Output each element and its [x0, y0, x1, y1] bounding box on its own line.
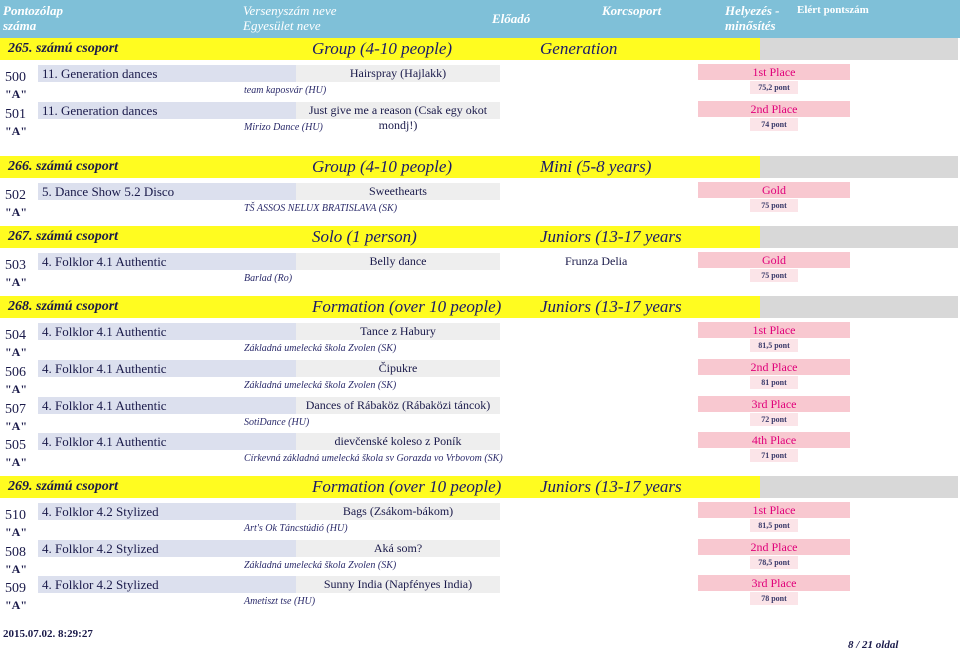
entry-place: 2nd Place — [750, 360, 798, 374]
header-agegroup: Korcsoport — [602, 3, 662, 18]
group-age: Juniors (13-17 years — [540, 297, 682, 316]
entry-points: 75 pont — [761, 201, 787, 210]
entry-place: Gold — [762, 253, 786, 267]
entry-seq-number: 501 — [5, 107, 26, 122]
header-team-line2: Egyesület neve — [243, 18, 321, 33]
entry-title: Bags (Zsákom-bákom) — [342, 504, 454, 518]
group-age: Juniors (13-17 years — [540, 477, 682, 496]
header-place-line2: minősítés — [725, 18, 776, 33]
entry-team: Základná umelecká škola Zvolen (SK) — [244, 380, 397, 391]
entry-title: dievčenské koleso z Poník — [334, 434, 462, 448]
entry-seq-number: 510 — [5, 508, 26, 523]
entry-grade: "A" — [5, 345, 27, 359]
print-timestamp: 2015.07.02. 8:29:27 — [3, 628, 93, 640]
header-place — [725, 3, 780, 33]
entry-category: 4. Folklor 4.1 Authentic — [42, 254, 167, 269]
entry-grade: "A" — [5, 382, 27, 396]
entry-title: Aká som? — [373, 541, 423, 555]
entry-team: Ametiszt tse (HU) — [244, 596, 316, 607]
entry-seq-number: 507 — [5, 402, 26, 417]
entry-grade: "A" — [5, 419, 27, 433]
entry-points: 78 pont — [761, 594, 787, 603]
group-header-gray — [760, 38, 958, 60]
group-type: Formation (over 10 people) — [312, 297, 502, 316]
entry-team: Art's Ok Táncstúdió (HU) — [244, 523, 348, 534]
header-place-line1: Helyezés - — [725, 3, 780, 18]
entry-team: team kaposvár (HU) — [244, 85, 327, 96]
group-age: Juniors (13-17 years — [540, 227, 682, 246]
group-type: Formation (over 10 people) — [312, 477, 502, 496]
entry-place: 4th Place — [751, 433, 797, 447]
entry-points: 75 pont — [761, 271, 787, 280]
entry-grade: "A" — [5, 598, 27, 612]
entry-title-line2: mondj!) — [378, 118, 418, 132]
group-age: Mini (5-8 years) — [540, 157, 652, 176]
entry-category: 4. Folklor 4.1 Authentic — [42, 361, 167, 376]
entry-place: 3rd Place — [751, 397, 797, 411]
entry-title: Dances of Rábaköz (Rábaközi táncok) — [305, 398, 491, 412]
entry-title: Sweethearts — [369, 184, 427, 198]
entry-seq-number: 502 — [5, 188, 26, 203]
entry-team: Mirizo Dance (HU) — [244, 122, 323, 133]
entry-team: SotiDance (HU) — [244, 417, 310, 428]
group-type: Group (4-10 people) — [312, 39, 453, 58]
group-number: 267. számú csoport — [8, 229, 119, 244]
entry-category: 11. Generation dances — [42, 103, 158, 118]
entry-category: 4. Folklor 4.2 Stylized — [42, 504, 159, 519]
entry-grade: "A" — [5, 562, 27, 576]
entry-seq-number: 509 — [5, 581, 26, 596]
entry-category: 11. Generation dances — [42, 66, 158, 81]
entry-points: 72 pont — [761, 415, 787, 424]
group-header-gray — [760, 296, 958, 318]
column-header — [0, 0, 960, 38]
entry-title: Sunny India (Napfényes India) — [323, 577, 473, 591]
entry-category: 4. Folklor 4.1 Authentic — [42, 398, 167, 413]
entry-place: Gold — [762, 183, 786, 197]
entry-seq-number: 505 — [5, 438, 26, 453]
entry-place: 2nd Place — [750, 102, 798, 116]
entry-points: 81 pont — [761, 378, 787, 387]
entry-place: 1st Place — [752, 323, 796, 337]
group-type: Solo (1 person) — [312, 227, 417, 246]
header-performer: Előadó — [492, 11, 531, 26]
page-number: 8 / 21 oldal — [848, 639, 899, 651]
header-team — [243, 3, 337, 33]
header-seq-line2: száma — [3, 18, 37, 33]
entry-team: Barlad (Ro) — [244, 273, 293, 284]
group-number: 266. számú csoport — [8, 159, 119, 174]
group-number: 268. számú csoport — [8, 299, 119, 314]
entry-category: 4. Folklor 4.2 Stylized — [42, 541, 159, 556]
entry-points: 71 pont — [761, 451, 787, 460]
entry-title: Hairspray (Hajlakk) — [349, 66, 447, 80]
entry-place: 2nd Place — [750, 540, 798, 554]
group-type: Group (4-10 people) — [312, 157, 453, 176]
entry-team: Církevná základná umelecká škola sv Gorazda vo Vrbovom (SK) — [244, 453, 503, 464]
entry-title: Just give me a reason (Csak egy okot — [308, 103, 488, 117]
entry-category: 4. Folklor 4.1 Authentic — [42, 434, 167, 449]
entry-grade: "A" — [5, 205, 27, 219]
entry-seq-number: 500 — [5, 70, 26, 85]
group-header-gray — [760, 476, 958, 498]
entry-title: Tance z Habury — [360, 324, 436, 338]
entry-place: 3rd Place — [751, 576, 797, 590]
entry-seq-number: 504 — [5, 328, 26, 343]
entry-points: 75,2 pont — [758, 83, 790, 92]
header-team-line1: Versenyszám neve — [243, 3, 337, 18]
entry-category: 4. Folklor 4.1 Authentic — [42, 324, 167, 339]
entry-seq-number: 503 — [5, 258, 26, 273]
entry-place: 1st Place — [752, 65, 796, 79]
entry-points: 81,5 pont — [758, 521, 790, 530]
entry-title: Čipukre — [378, 361, 418, 375]
entry-seq-number: 506 — [5, 365, 26, 380]
entry-category: 4. Folklor 4.2 Stylized — [42, 577, 159, 592]
header-points: Elért pontszám — [797, 4, 869, 16]
group-number: 269. számú csoport — [8, 479, 119, 494]
entry-points: 74 pont — [761, 120, 787, 129]
entry-points: 81,5 pont — [758, 341, 790, 350]
entry-place: 1st Place — [752, 503, 796, 517]
entry-team: Základná umelecká škola Zvolen (SK) — [244, 343, 397, 354]
entry-team: Základná umelecká škola Zvolen (SK) — [244, 560, 397, 571]
entry-grade: "A" — [5, 87, 27, 101]
group-number: 265. számú csoport — [8, 41, 119, 56]
group-header-gray — [760, 226, 958, 248]
group-age: Generation — [540, 39, 618, 58]
entry-title: Belly dance — [369, 254, 427, 268]
header-seq — [3, 3, 63, 33]
entry-performer: Frunza Delia — [565, 254, 628, 268]
header-seq-line1: Pontozólap — [3, 3, 63, 18]
entry-grade: "A" — [5, 124, 27, 138]
entry-grade: "A" — [5, 525, 27, 539]
entry-grade: "A" — [5, 275, 27, 289]
entry-team: TŠ ASSOS NELUX BRATISLAVA (SK) — [244, 203, 398, 214]
entry-seq-number: 508 — [5, 545, 26, 560]
group-header-gray — [760, 156, 958, 178]
entry-points: 78,5 pont — [758, 558, 790, 567]
entry-grade: "A" — [5, 455, 27, 469]
entry-category: 5. Dance Show 5.2 Disco — [42, 184, 175, 199]
